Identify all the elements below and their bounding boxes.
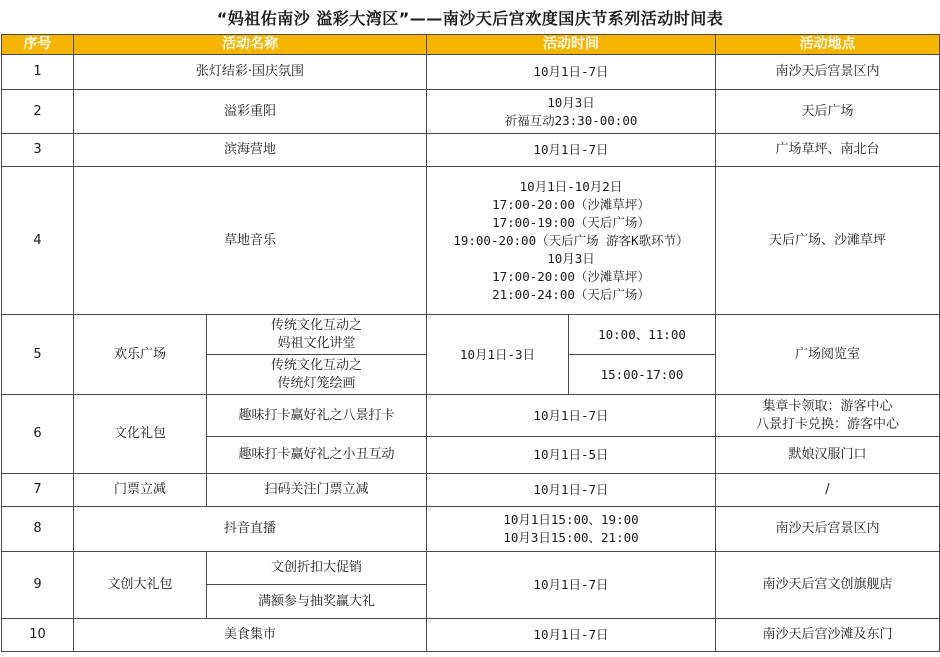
sub-activity: 趣味打卡赢好礼之小丑互动 — [207, 437, 427, 474]
row-number: 6 — [2, 395, 74, 474]
time-line: 10月1日-10月2日 — [519, 178, 623, 194]
activity-place: 广场草坪、南北台 — [716, 134, 940, 167]
place-line: 集章卡领取：游客中心 — [762, 398, 893, 414]
sub-activity-line: 传统文化互动之 — [270, 317, 362, 333]
activity-name: 张灯结彩·国庆氛围 — [74, 55, 427, 90]
time-line: 19:00-20:00（天后广场 游客K歌环节） — [453, 232, 689, 248]
activity-name: 门票立减 — [74, 474, 207, 507]
activity-time: 10月1日-7日 — [427, 552, 716, 619]
activity-place: / — [716, 474, 940, 507]
activity-name: 文化礼包 — [74, 395, 207, 474]
header-time: 活动时间 — [427, 35, 716, 55]
time-slot: 15:00-17:00 — [569, 355, 716, 395]
time-line: 17:00-19:00（天后广场） — [492, 214, 650, 230]
activity-time: 10月1日-7日 — [427, 134, 716, 167]
activity-place: 默娘汉服门口 — [716, 437, 940, 474]
activity-name: 草地音乐 — [74, 167, 427, 315]
row-number: 10 — [2, 619, 74, 652]
place-line: 八景打卡兑换：游客中心 — [755, 416, 899, 432]
schedule-table — [1, 34, 940, 652]
table-header-row — [2, 35, 940, 55]
table-row — [2, 619, 940, 652]
activity-time: 10月1日-7日 — [427, 474, 716, 507]
row-number: 3 — [2, 134, 74, 167]
table-row — [2, 552, 940, 585]
sub-activity: 扫码关注门票立减 — [207, 474, 427, 507]
table-row — [2, 507, 940, 552]
time-line: 10月3日15:00、21:00 — [503, 530, 639, 545]
row-number: 1 — [2, 55, 74, 90]
activity-place: 广场阅览室 — [716, 315, 940, 395]
time-line: 10月1日15:00、19:00 — [503, 512, 639, 527]
time-line: 17:00-20:00（沙滩草坪） — [492, 196, 650, 212]
activity-name: 溢彩重阳 — [74, 90, 427, 134]
activity-time: 10月1日-7日 — [427, 619, 716, 652]
row-number: 9 — [2, 552, 74, 619]
table-row — [2, 55, 940, 90]
header-place: 活动地点 — [716, 35, 940, 55]
row-number: 2 — [2, 90, 74, 134]
sub-activity — [207, 315, 427, 355]
row-number: 7 — [2, 474, 74, 507]
table-row — [2, 395, 940, 437]
time-slot: 10:00、11:00 — [569, 315, 716, 355]
sub-activity-line: 传统文化互动之 — [270, 357, 362, 373]
table-row — [2, 474, 940, 507]
activity-place: 南沙天后宫景区内 — [716, 507, 940, 552]
sub-activity-line: 妈祖文化讲堂 — [277, 335, 356, 351]
activity-place: 南沙天后宫沙滩及东门 — [716, 619, 940, 652]
activity-name: 美食集市 — [74, 619, 427, 652]
activity-time — [427, 90, 716, 134]
row-number: 5 — [2, 315, 74, 395]
row-number: 4 — [2, 167, 74, 315]
activity-place: 天后广场 — [716, 90, 940, 134]
activity-time: 10月1日-7日 — [427, 395, 716, 437]
row-number: 8 — [2, 507, 74, 552]
sub-activity: 文创折扣大促销 — [207, 552, 427, 585]
header-name: 活动名称 — [74, 35, 427, 55]
time-line: 10月3日 — [547, 250, 595, 266]
activity-time — [427, 507, 716, 552]
time-line: 祈福互动23:30-00:00 — [504, 112, 638, 128]
sub-activity — [207, 355, 427, 395]
activity-time — [427, 167, 716, 315]
activity-name: 滨海营地 — [74, 134, 427, 167]
table-row — [2, 167, 940, 315]
time-line: 10月3日 — [547, 94, 595, 110]
time-line: 21:00-24:00（天后广场） — [492, 286, 650, 302]
sub-activity: 满额参与抽奖赢大礼 — [207, 585, 427, 619]
activity-time: 10月1日-5日 — [427, 437, 716, 474]
header-no: 序号 — [2, 35, 74, 55]
sub-activity: 趣味打卡赢好礼之八景打卡 — [207, 395, 427, 437]
table-row — [2, 134, 940, 167]
activity-date: 10月1日-3日 — [427, 315, 569, 395]
activity-place — [716, 395, 940, 437]
activity-name: 欢乐广场 — [74, 315, 207, 395]
activity-name: 文创大礼包 — [74, 552, 207, 619]
activity-place: 南沙天后宫文创旗舰店 — [716, 552, 940, 619]
page-title: “妈祖佑南沙 溢彩大湾区”——南沙天后宫欢度国庆节系列活动时间表 — [216, 8, 724, 28]
activity-place: 南沙天后宫景区内 — [716, 55, 940, 90]
table-row — [2, 315, 940, 355]
sub-activity-line: 传统灯笼绘画 — [277, 375, 356, 391]
table-row — [2, 90, 940, 134]
activity-name: 抖音直播 — [74, 507, 427, 552]
activity-time: 10月1日-7日 — [427, 55, 716, 90]
time-line: 17:00-20:00（沙滩草坪） — [492, 268, 650, 284]
activity-place: 天后广场、沙滩草坪 — [716, 167, 940, 315]
